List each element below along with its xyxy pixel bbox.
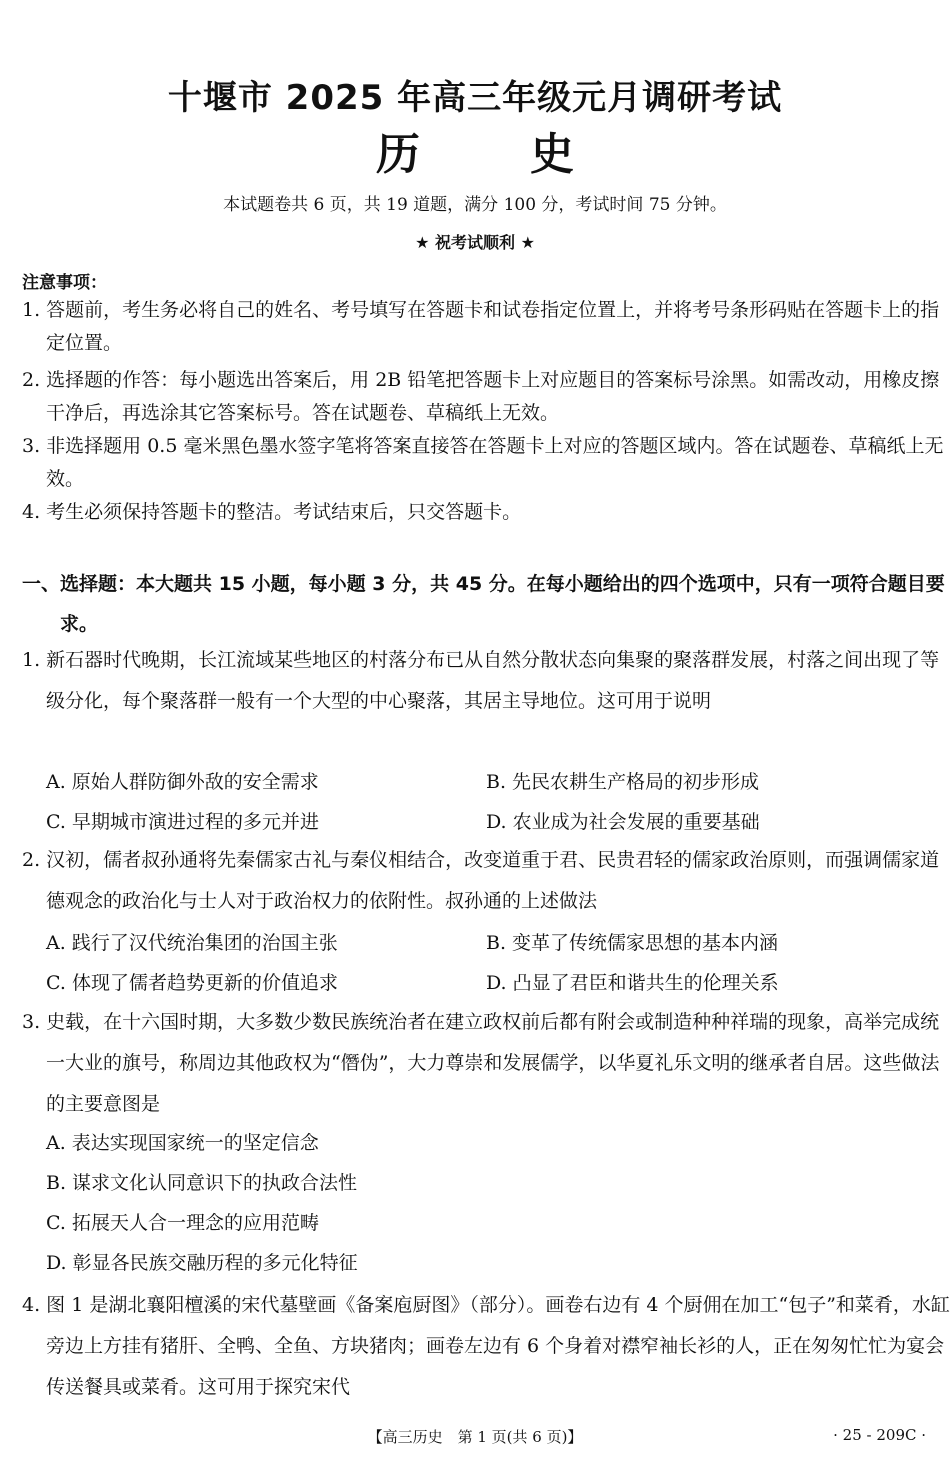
option-a: A. 践行了汉代统治集团的治国主张 xyxy=(46,931,338,954)
notice-heading: 注意事项： xyxy=(22,273,107,293)
question-stem: 3. 史载，在十六国时期，大多数少数民族统治者在建立政权前后都有附会或制造种种祥瑞的现象，高举完成统一大业的旗号，称周边其他政权为“僭伪”，大力尊崇和发展儒学，以华夏礼乐文明的继承者自居。这些做法的主要意图是 xyxy=(22,1011,940,1115)
option-b: B. 变革了传统儒家思想的基本内涵 xyxy=(486,931,779,954)
subject-title: 历史 xyxy=(376,129,684,180)
notice-item: 4. 考生必须保持答题卡的整洁。考试结束后，只交答题卡。 xyxy=(22,501,522,523)
good-luck-banner: ★ 祝考试顺利 ★ xyxy=(415,233,535,252)
option-c: C. 体现了儒者趋势更新的价值追求 xyxy=(46,971,338,994)
option-c: C. 早期城市演进过程的多元并进 xyxy=(46,810,319,833)
question-stem: 4. 图 1 是湖北襄阳檀溪的宋代墓壁画《备案庖厨图》（部分）。画卷右边有 4 个厨佣在加工“包子”和菜肴，水缸旁边上方挂有猪肝、全鸭、全鱼、方块猪肉；画卷左边有 6 个身着对襟窄袖长衫的人，正在匆匆忙忙为宴会传送餐具或菜肴。这可用于探究宋代 xyxy=(22,1294,950,1398)
exam-info: 本试题卷共 6 页，共 19 道题，满分 100 分，考试时间 75 分钟。 xyxy=(223,195,727,215)
option-a: A. 原始人群防御外敌的安全需求 xyxy=(46,770,319,793)
question-options xyxy=(46,921,926,1001)
question-stem: 2. 汉初，儒者叔孙通将先秦儒家古礼与秦仪相结合，改变道重于君、民贵君轻的儒家政治原则，而强调儒家道德观念的政治化与士人对于政治权力的依附性。叔孙通的上述做法 xyxy=(22,849,940,912)
question-options xyxy=(46,1123,926,1283)
paper-code: · 25 - 209C · xyxy=(833,1426,926,1444)
option-d: D. 农业成为社会发展的重要基础 xyxy=(486,810,760,833)
section-heading: 一、选择题：本大题共 15 小题，每小题 3 分，共 45 分。在每小题给出的四个选项中，只有一项符合题目要求。 xyxy=(22,573,945,635)
option-b: B. 谋求文化认同意识下的执政合法性 xyxy=(46,1172,358,1194)
option-d: D. 彰显各民族交融历程的多元化特征 xyxy=(46,1252,358,1274)
option-a: A. 表达实现国家统一的坚定信念 xyxy=(46,1132,319,1154)
notice-item: 3. 非选择题用 0.5 毫米黑色墨水签字笔将答案直接答在答题卡上对应的答题区域内。答在试题卷、草稿纸上无效。 xyxy=(22,435,944,490)
exam-title: 十堰市 2025 年高三年级元月调研考试 xyxy=(167,78,783,118)
question-options xyxy=(46,760,926,840)
question-stem: 1. 新石器时代晚期，长江流域某些地区的村落分布已从自然分散状态向集聚的聚落群发展，村落之间出现了等级分化，每个聚落群一般有一个大型的中心聚落，其居主导地位。这可用于说明 xyxy=(22,649,940,712)
option-b: B. 先民农耕生产格局的初步形成 xyxy=(486,770,760,793)
option-c: C. 拓展天人合一理念的应用范畴 xyxy=(46,1212,319,1234)
page-number: 【高三历史 第 1 页(共 6 页)】 xyxy=(367,1428,583,1446)
notice-item: 1. 答题前，考生务必将自己的姓名、考号填写在答题卡和试卷指定位置上，并将考号条形码贴在答题卡上的指定位置。 xyxy=(22,299,940,354)
option-d: D. 凸显了君臣和谐共生的伦理关系 xyxy=(486,971,779,994)
notice-item: 2. 选择题的作答：每小题选出答案后，用 2B 铅笔把答题卡上对应题目的答案标号涂黑。如需改动，用橡皮擦干净后，再选涂其它答案标号。答在试题卷、草稿纸上无效。 xyxy=(22,369,940,424)
